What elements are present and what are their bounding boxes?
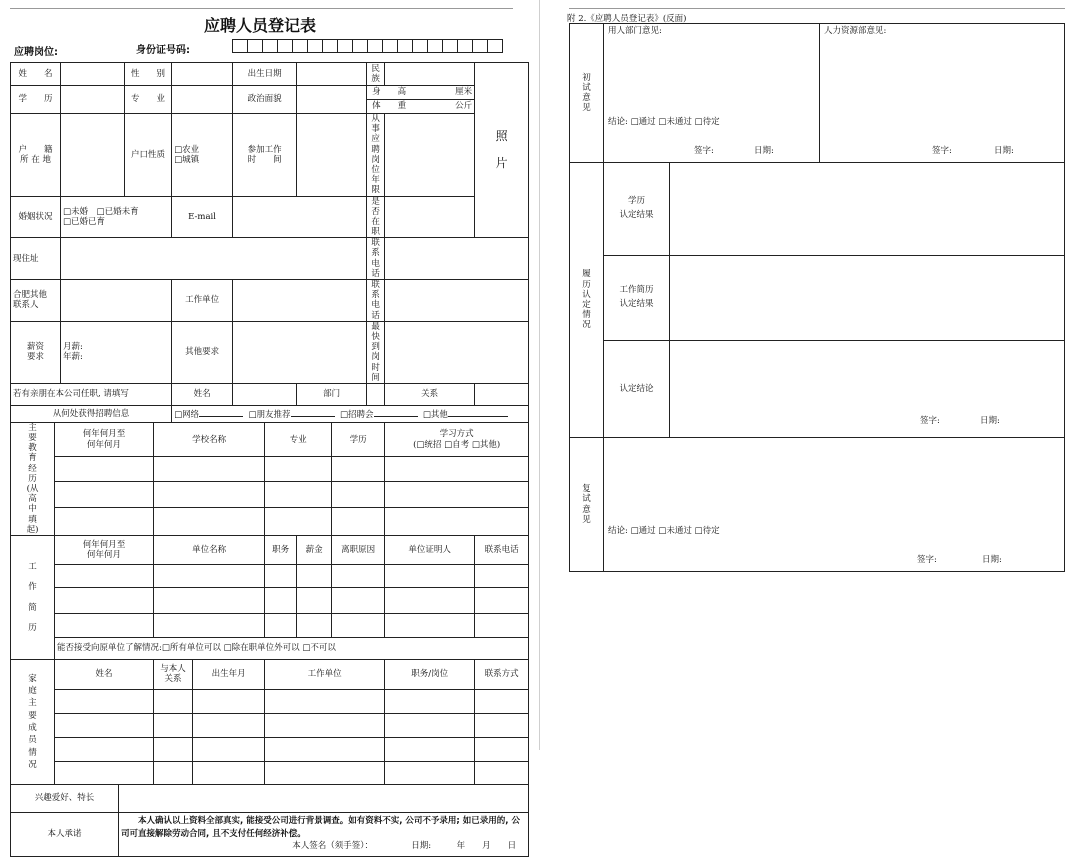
name-field[interactable] <box>61 63 125 86</box>
work-col-reference: 单位证明人 <box>385 535 475 564</box>
sex-field[interactable] <box>172 63 233 86</box>
table-row[interactable] <box>11 737 529 761</box>
weight-label: 体 重 <box>372 101 407 112</box>
work-col-reason: 离职原因 <box>332 535 385 564</box>
second-conclusion[interactable]: 结论: □通过 □未通过 □待定 <box>608 526 720 536</box>
second-interview-cell[interactable] <box>604 438 1065 572</box>
second-sign-label: 签字: <box>917 555 937 565</box>
hukou-field[interactable] <box>61 114 125 197</box>
table-row[interactable] <box>11 713 529 737</box>
hukou-type-options[interactable]: □农业 □城镇 <box>172 114 233 197</box>
arrive-field[interactable] <box>385 321 529 383</box>
family-col-company: 工作单位 <box>265 659 385 689</box>
politics-field[interactable] <box>297 86 367 114</box>
hr-date-label: 日期: <box>994 146 1014 156</box>
table-row[interactable] <box>11 761 529 784</box>
contact-phone-label: 联系电话 <box>367 280 385 322</box>
hr-opinion-cell[interactable] <box>820 24 1065 163</box>
marital-options[interactable]: □未婚 □已婚未育 □已婚已育 <box>61 196 172 238</box>
work-unit-field[interactable] <box>233 280 367 322</box>
page-divider <box>539 0 540 750</box>
source-label: 从何处获得招聘信息 <box>11 405 172 422</box>
second-date-label: 日期: <box>982 555 1002 565</box>
family-col-contact: 联系方式 <box>475 659 529 689</box>
relative-dept-field[interactable] <box>367 383 385 405</box>
hr-opinion-label: 人力资源部意见: <box>824 26 887 36</box>
form-front-page <box>0 0 538 852</box>
address-phone-label: 联系电话 <box>367 238 385 280</box>
family-col-name: 姓名 <box>55 659 154 689</box>
table-row[interactable] <box>11 457 529 481</box>
work-unit-label: 工作单位 <box>172 280 233 322</box>
resume-side-label: 履历认定情况 <box>570 163 604 438</box>
nation-field[interactable] <box>385 63 475 86</box>
background-check-question[interactable]: 能否接受向原单位了解情况:□所有单位可以 □除在职单位外可以 □不可以 <box>55 637 529 659</box>
edu-col-school: 学校名称 <box>154 422 265 457</box>
education-label: 学 历 <box>11 86 61 114</box>
hukou-label: 户 籍 所 在 地 <box>11 114 61 197</box>
years-field[interactable] <box>385 114 475 197</box>
major-label: 专 业 <box>125 86 172 114</box>
weight-unit: 公斤 <box>455 101 473 112</box>
photo-box[interactable]: 照 片 <box>475 63 529 238</box>
source-options[interactable] <box>172 405 529 422</box>
edu-col-degree: 学历 <box>332 422 385 457</box>
salary-label: 薪资 要求 <box>11 321 61 383</box>
source-option-other[interactable]: □其他 <box>422 410 448 421</box>
email-field[interactable] <box>233 196 367 238</box>
interview-table <box>569 23 1065 572</box>
work-col-position: 职务 <box>265 535 297 564</box>
hobby-field[interactable] <box>119 784 529 812</box>
second-interview-side-label: 复试意见 <box>570 438 604 572</box>
top-rule <box>569 8 1065 9</box>
edu-col-major: 专业 <box>265 422 332 457</box>
birth-field[interactable] <box>297 63 367 86</box>
dept-opinion-cell[interactable] <box>604 24 820 163</box>
height-weight-cell <box>367 86 475 114</box>
address-field[interactable] <box>61 238 367 280</box>
years-label: 从事应聘 岗位年限 <box>367 114 385 197</box>
work-side-label: 工 作 简 历 <box>11 535 55 659</box>
edu-verify-label: 学历 认定结果 <box>604 163 670 256</box>
dept-date-label: 日期: <box>754 146 774 156</box>
work-col-salary: 薪金 <box>297 535 332 564</box>
post-label: 应聘岗位: <box>14 47 58 58</box>
birth-label: 出生日期 <box>233 63 297 86</box>
working-field[interactable] <box>385 196 475 238</box>
table-row[interactable] <box>11 613 529 637</box>
registration-table <box>10 62 529 857</box>
hukou-type-label: 户口性质 <box>125 114 172 197</box>
verify-sign-label: 签字: <box>920 416 940 426</box>
table-row[interactable] <box>11 689 529 713</box>
edu-col-period: 何年何月至 何年何月 <box>55 422 154 457</box>
other-req-field[interactable] <box>233 321 367 383</box>
relative-relation-label: 关系 <box>385 383 475 405</box>
sex-label: 性 别 <box>125 63 172 86</box>
email-label: E-mail <box>172 196 233 238</box>
relative-dept-label: 部门 <box>297 383 367 405</box>
promise-cell <box>119 812 529 856</box>
family-col-birth: 出生年月 <box>193 659 265 689</box>
table-row[interactable] <box>11 508 529 536</box>
join-work-field[interactable] <box>297 114 367 197</box>
source-option-network[interactable]: □网络 <box>174 410 200 421</box>
name-label: 姓 名 <box>11 63 61 86</box>
dept-sign-label: 签字: <box>694 146 714 156</box>
work-col-company: 单位名称 <box>154 535 265 564</box>
height-unit: 厘米 <box>455 87 473 98</box>
work-verify-label: 工作简历 认定结果 <box>604 256 670 341</box>
arrive-label: 最快到岗 时间 <box>367 321 385 383</box>
first-interview-side-label: 初试意见 <box>570 24 604 163</box>
other-contact-field[interactable] <box>61 280 172 322</box>
family-col-relation: 与本人 关系 <box>154 659 193 689</box>
back-page-note: 附 2.《应聘人员登记表》(反面) <box>567 14 687 24</box>
table-row[interactable] <box>11 587 529 613</box>
form-title: 应聘人员登记表 <box>203 16 316 35</box>
other-contact-label: 合肥其他 联系人 <box>11 280 61 322</box>
verify-result-field[interactable] <box>670 341 1065 438</box>
working-label: 是否在职 <box>367 196 385 238</box>
salary-fields[interactable]: 月薪: 年薪: <box>61 321 172 383</box>
hr-sign-label: 签字: <box>932 146 952 156</box>
major-field[interactable] <box>172 86 233 114</box>
dept-conclusion[interactable]: 结论: □通过 □未通过 □待定 <box>608 117 720 127</box>
marital-label: 婚姻状况 <box>11 196 61 238</box>
family-col-position: 职务/岗位 <box>385 659 475 689</box>
other-req-label: 其他要求 <box>172 321 233 383</box>
politics-label: 政治面貌 <box>233 86 297 114</box>
promise-text: 本人确认以上资料全部真实, 能接受公司进行背景调查。如有资料不实, 公司不予录用; 如已录用的, 公司可直接解除劳动合同, 且不支付任何经济补偿。 <box>121 815 520 840</box>
table-row[interactable] <box>11 481 529 508</box>
relative-name-field[interactable] <box>233 383 297 405</box>
join-work-label: 参加工作 时 间 <box>233 114 297 197</box>
id-number-label: 身份证号码: <box>136 45 190 56</box>
edu-verify-field[interactable] <box>670 163 1065 256</box>
education-side-label: 主要教育经历(从高中填起) <box>11 422 55 535</box>
verify-result-label: 认定结论 <box>604 341 670 438</box>
promise-signature-line[interactable]: 本人签名（须手签）： 日期: 年 月 日 <box>292 841 517 852</box>
relative-name-label: 姓名 <box>172 383 233 405</box>
source-option-fair[interactable]: □招聘会 <box>339 410 374 421</box>
id-number-boxes[interactable] <box>233 39 503 53</box>
top-rule <box>10 8 513 9</box>
table-row[interactable] <box>11 564 529 587</box>
contact-phone-field[interactable] <box>385 280 529 322</box>
verify-date-label: 日期: <box>980 416 1000 426</box>
promise-label: 本人承诺 <box>11 812 119 856</box>
address-phone-field[interactable] <box>385 238 529 280</box>
relatives-label: 若有亲朋在本公司任职, 请填写 <box>11 383 172 405</box>
work-col-phone: 联系电话 <box>475 535 529 564</box>
family-side-label: 家庭主要成员情况 <box>11 659 55 784</box>
source-option-friend[interactable]: □朋友推荐 <box>248 410 291 421</box>
work-col-period: 何年何月至 何年何月 <box>55 535 154 564</box>
address-label: 现住址 <box>11 238 61 280</box>
work-verify-field[interactable] <box>670 256 1065 341</box>
relative-relation-field[interactable] <box>475 383 529 405</box>
dept-opinion-label: 用人部门意见: <box>608 26 662 36</box>
edu-col-mode: 学习方式 (□统招 □自考 □其他) <box>385 422 529 457</box>
height-label: 身 高 <box>372 87 407 98</box>
education-field[interactable] <box>61 86 125 114</box>
hobby-label: 兴趣爱好、特长 <box>11 784 119 812</box>
nation-label: 民 族 <box>367 63 385 86</box>
